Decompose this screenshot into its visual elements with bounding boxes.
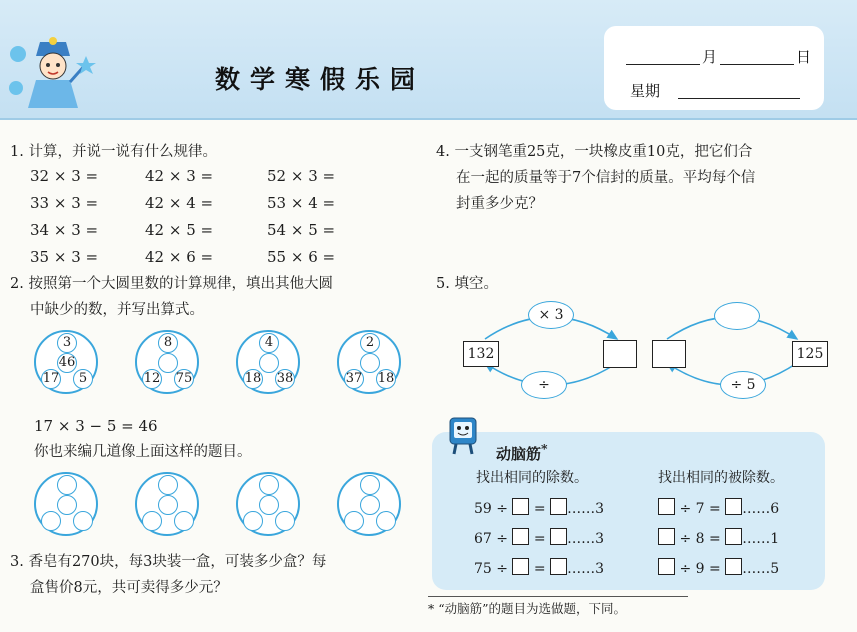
number-circle xyxy=(236,330,300,394)
q4-prompt: 4. 一支钢笔重25克，一块橡皮重10克，把它们合 xyxy=(436,144,753,160)
q1-prompt: 1. 计算，并说一说有什么规律。 xyxy=(10,144,217,160)
answer-square[interactable] xyxy=(725,498,742,515)
circle-left: 17 xyxy=(41,369,61,389)
page-header xyxy=(0,0,857,120)
q3-prompt: 3. 香皂有270块，每3块装一盒，可装多少盒？每 xyxy=(10,554,327,570)
date-box xyxy=(604,26,824,110)
op-oval-bottom[interactable]: ÷ xyxy=(521,371,567,399)
circle-center: 46 xyxy=(57,353,77,373)
circle-slot[interactable] xyxy=(57,495,77,515)
brain-title: 动脑筋* xyxy=(496,441,548,463)
weekday-label: 星期 xyxy=(630,82,661,100)
number-circle xyxy=(337,330,401,394)
division-row: ÷ 7 = ……6 xyxy=(658,498,779,518)
division-row: ÷ 9 = ……5 xyxy=(658,558,779,578)
left-heading: 找出相同的除数。 xyxy=(476,470,588,486)
op-oval-top-blank[interactable] xyxy=(714,302,760,330)
q1-item: 34 × 3 = xyxy=(30,221,99,239)
circle-slot[interactable] xyxy=(376,511,396,531)
q2-prompt: 2. 按照第一个大圆里数的计算规律，填出其他大圆 xyxy=(10,276,333,292)
answer-square[interactable] xyxy=(512,558,529,575)
right-heading: 找出相同的被除数。 xyxy=(658,470,784,486)
end-box: 125 xyxy=(792,341,828,367)
circle-slot[interactable] xyxy=(259,475,279,495)
number-circle xyxy=(34,330,98,394)
division-row: 59 ÷ = ……3 xyxy=(474,498,604,518)
month-label: 月 xyxy=(702,48,718,66)
q1-item: 53 × 4 = xyxy=(267,194,336,212)
circle-left: 37 xyxy=(344,369,364,389)
answer-box[interactable] xyxy=(603,340,637,368)
division-row: ÷ 8 = ……1 xyxy=(658,528,779,548)
q1-item: 42 × 4 = xyxy=(145,194,214,212)
q2-prompt-cont: 中缺少的数，并写出算式。 xyxy=(30,302,204,318)
division-row: 67 ÷ = ……3 xyxy=(474,528,604,548)
circle-center-blank[interactable] xyxy=(360,353,380,373)
answer-square[interactable] xyxy=(725,528,742,545)
answer-square[interactable] xyxy=(658,498,675,515)
circle-slot[interactable] xyxy=(360,495,380,515)
weekday-blank xyxy=(678,98,800,99)
circle-slot[interactable] xyxy=(73,511,93,531)
robot-icon xyxy=(446,414,482,456)
circle-right: 38 xyxy=(275,369,295,389)
answer-square[interactable] xyxy=(550,528,567,545)
q1-item: 55 × 6 = xyxy=(267,248,336,266)
q4-prompt-cont: 封重多少克？ xyxy=(456,196,543,212)
answer-square[interactable] xyxy=(725,558,742,575)
circle-left: 12 xyxy=(142,369,162,389)
op-oval-bottom: ÷ 5 xyxy=(720,371,766,399)
empty-circle[interactable] xyxy=(337,472,401,536)
circle-slot[interactable] xyxy=(158,475,178,495)
circle-top: 2 xyxy=(360,333,380,353)
answer-square[interactable] xyxy=(658,558,675,575)
footnote: * “动脑筋”的题目为选做题，下同。 xyxy=(428,596,688,617)
empty-circle[interactable] xyxy=(236,472,300,536)
q1-item: 32 × 3 = xyxy=(30,167,99,185)
number-circle xyxy=(135,330,199,394)
q1-item: 42 × 6 = xyxy=(145,248,214,266)
day-blank xyxy=(720,64,794,65)
empty-circle[interactable] xyxy=(34,472,98,536)
answer-square[interactable] xyxy=(512,498,529,515)
circle-top: 3 xyxy=(57,333,77,353)
empty-circle[interactable] xyxy=(135,472,199,536)
mascot-icon xyxy=(8,36,98,110)
circle-right: 75 xyxy=(174,369,194,389)
circle-top: 8 xyxy=(158,333,178,353)
circle-slot[interactable] xyxy=(259,495,279,515)
q4-prompt-cont: 在一起的质量等于7个信封的质量。平均每个信 xyxy=(456,170,756,186)
circle-slot[interactable] xyxy=(174,511,194,531)
day-label: 日 xyxy=(796,48,812,66)
answer-square[interactable] xyxy=(512,528,529,545)
circle-slot[interactable] xyxy=(360,475,380,495)
op-oval-top: × 3 xyxy=(528,301,574,329)
q1-item: 54 × 5 = xyxy=(267,221,336,239)
q2-example: 17 × 3 − 5 = 46 xyxy=(34,417,158,435)
circle-slot[interactable] xyxy=(57,475,77,495)
circle-center-blank[interactable] xyxy=(158,353,178,373)
division-row: 75 ÷ = ……3 xyxy=(474,558,604,578)
q1-item: 52 × 3 = xyxy=(267,167,336,185)
circle-slot[interactable] xyxy=(158,495,178,515)
q5-prompt: 5. 填空。 xyxy=(436,276,498,292)
start-box: 132 xyxy=(463,341,499,367)
q1-item: 42 × 3 = xyxy=(145,167,214,185)
circle-top: 4 xyxy=(259,333,279,353)
circle-slot[interactable] xyxy=(344,511,364,531)
circle-slot[interactable] xyxy=(142,511,162,531)
q1-item: 42 × 5 = xyxy=(145,221,214,239)
page-title: 数学寒假乐园 xyxy=(215,65,426,94)
circle-slot[interactable] xyxy=(243,511,263,531)
fill-in-diagrams xyxy=(455,295,830,405)
answer-box[interactable] xyxy=(652,340,686,368)
circle-slot[interactable] xyxy=(275,511,295,531)
circle-right: 18 xyxy=(376,369,396,389)
circle-left: 18 xyxy=(243,369,263,389)
circle-center-blank[interactable] xyxy=(259,353,279,373)
circle-slot[interactable] xyxy=(41,511,61,531)
answer-square[interactable] xyxy=(550,558,567,575)
answer-square[interactable] xyxy=(658,528,675,545)
circle-right: 5 xyxy=(73,369,93,389)
brain-teaser-panel xyxy=(432,432,825,590)
q3-prompt-cont: 盒售价8元，共可卖得多少元？ xyxy=(30,580,228,596)
q2-instruction: 你也来编几道像上面这样的题目。 xyxy=(34,444,252,460)
month-blank xyxy=(626,64,700,65)
q1-item: 33 × 3 = xyxy=(30,194,99,212)
q1-item: 35 × 3 = xyxy=(30,248,99,266)
answer-square[interactable] xyxy=(550,498,567,515)
